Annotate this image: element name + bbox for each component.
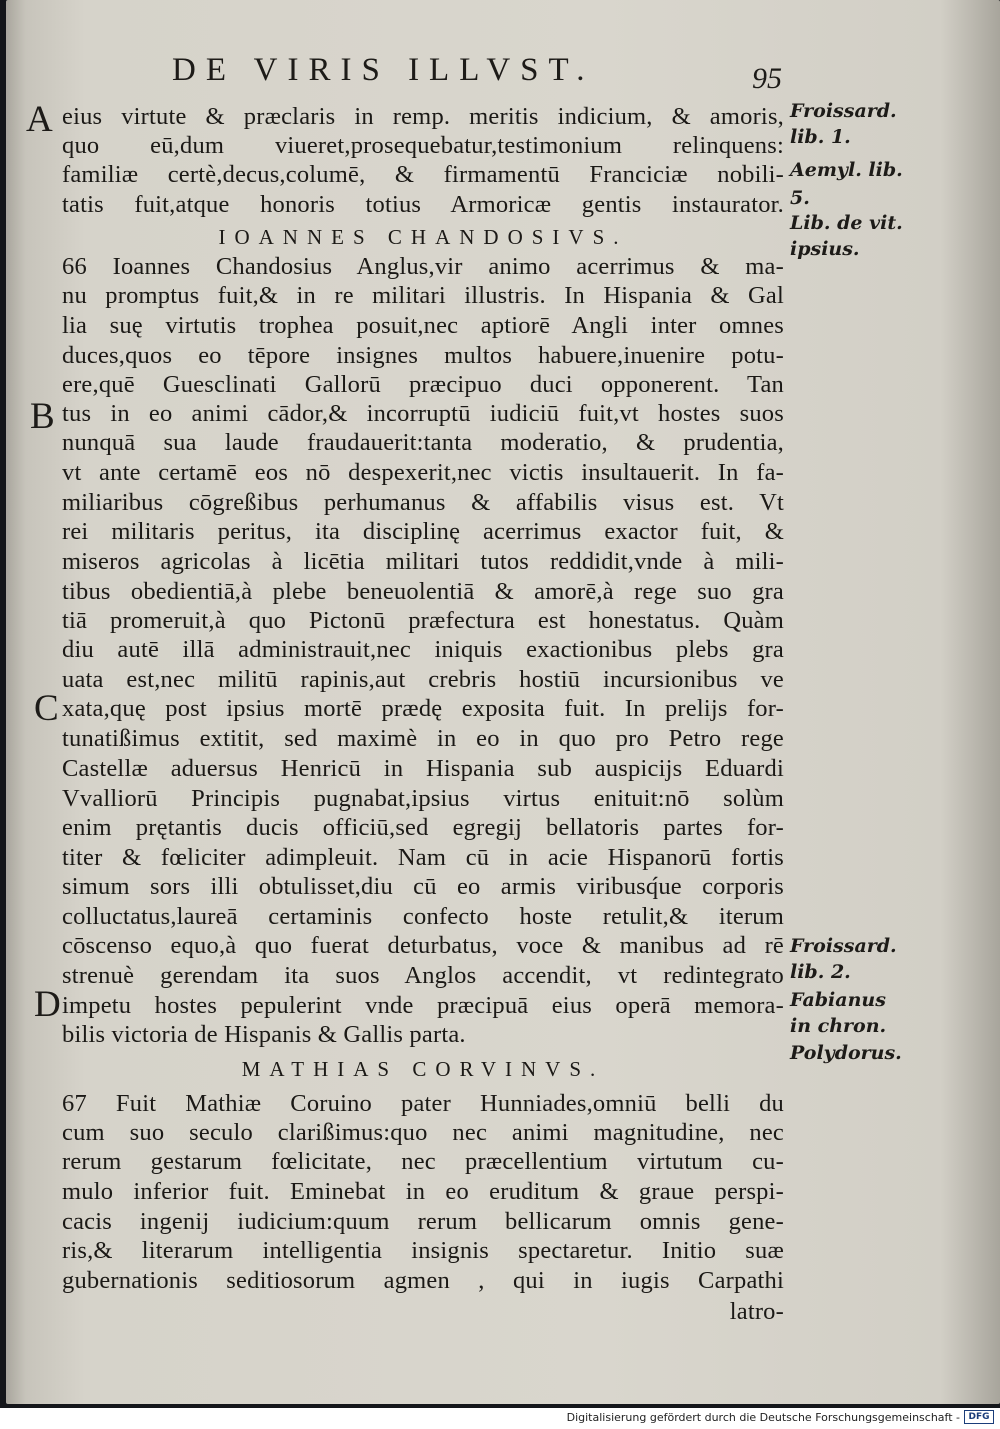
section-heading: MATHIAS CORVINVS.: [241, 1057, 605, 1081]
text-line: cacis ingenij iudicium:quum rerum bellicarum omnis gene-: [62, 1208, 784, 1235]
text-line: rerum gestarum fœlicitate, nec præcellentium virtutum cu-: [62, 1148, 784, 1175]
text-line: nu promptus fuit,& in re militari illustris. In Hispania & Gal: [62, 282, 784, 309]
text-line: nunquā sua laude fraudauerit:tanta moderatio, & prudentia,: [62, 429, 784, 456]
page-number: 95: [752, 62, 782, 95]
margin-note: Polydorus.: [790, 1042, 902, 1064]
section-letter-a: A: [26, 99, 53, 140]
funding-credit: Digitalisierung gefördert durch die Deutsche Forschungsgemeinschaft -: [566, 1411, 960, 1424]
text-line: tatis fuit,atque honoris totius Armoricæ gentis instaurator.: [62, 191, 784, 218]
text-line: eius virtute & præclaris in remp. meritis indicium, & amoris,: [62, 103, 784, 130]
text-line: Castellæ aduersus Henricū in Hispania sub auspicijs Eduardi: [62, 755, 784, 782]
text-line: quo eū,dum viueret,prosequebatur,testimonium relinquens:: [62, 132, 784, 159]
text-line: bilis victoria de Hispanis & Gallis parta.: [62, 1021, 466, 1048]
text-line: miliaribus cōgreßibus perhumanus & affabilis visus est. Vt: [62, 489, 784, 516]
text-line: cum suo seculo clarißimus:quo nec animi magnitudine, nec: [62, 1119, 784, 1146]
text-line: xata,quę post ipsius mortē prædę exposita fuit. In prelijs for-: [62, 695, 784, 722]
text-line: vt ante certamē eos nō despexerit,nec victis insultauerit. In fa-: [62, 459, 784, 486]
text-line: tunatißimus extitit, sed maximè in eo in quo pro Petro rege: [62, 725, 784, 752]
text-line: impetu hostes pepulerint vnde præcipuā eius operā memora-: [62, 992, 784, 1019]
text-line: rei militaris peritus, ita disciplinę acerrimus exactor fuit, &: [62, 518, 784, 545]
dfg-logo: DFG: [964, 1410, 994, 1424]
text-line: simum sors illi obtulisset,diu cū eo armis viribusq́ue corporis: [62, 873, 784, 900]
text-line: ere,quē Guesclinati Gallorū præcipuo duci opponerent. Tan: [62, 371, 784, 398]
text-line: 67 Fuit Mathiæ Coruino pater Hunniades,omniū belli du: [62, 1090, 784, 1117]
text-line: mulo inferior fuit. Eminebat in eo eruditum & graue perspi-: [62, 1178, 784, 1205]
text-line: miseros agricolas à licētia militari tutos reddidit,vnde à mili-: [62, 548, 784, 575]
section-letter-c: C: [34, 688, 59, 729]
text-line: 66 Ioannes Chandosius Anglus,vir animo acerrimus & ma-: [62, 253, 784, 280]
text-line: gubernationis seditiosorum agmen , qui in iugis Carpathi: [62, 1267, 784, 1294]
text-line: ris,& literarum intelligentia insignis spectaretur. Initio suæ: [62, 1237, 784, 1264]
margin-note: 5.: [790, 187, 810, 209]
running-head: DE VIRIS ILLVST.: [172, 52, 595, 88]
text-line: tus in eo animi cādor,& incorruptū iudiciū fuit,vt hostes suos: [62, 400, 784, 427]
section-heading: IOANNES CHANDOSIVS.: [218, 225, 628, 249]
text-line: uata est,nec militū rapinis,aut crebris hostiū incursionibus ve: [62, 666, 784, 693]
section-letter-b: B: [30, 396, 55, 437]
text-line: titer & fœliciter adimpleuit. Nam cū in acie Hispanorū fortis: [62, 844, 784, 871]
text-line: duces,quos eo tēpore insignes multos habuere,inuenire potu-: [62, 342, 784, 369]
margin-note: lib. 2.: [790, 961, 851, 983]
text-line: familiæ certè,decus,columē, & firmamentū Franciciæ nobili-: [62, 161, 784, 188]
margin-note: Fabianus: [790, 989, 886, 1011]
margin-note: Froissard.: [790, 100, 897, 122]
text-line: colluctatus,laureā certaminis confecto hoste retulit,& iterum: [62, 903, 784, 930]
text-line: lia suę virtutis trophea posuit,nec aptiorē Angli inter omnes: [62, 312, 784, 339]
margin-note: lib. 1.: [790, 126, 851, 148]
text-line: diu autē illā administrauit,nec iniquis exactionibus plebs gra: [62, 636, 784, 663]
text-line: tiā promeruit,à quo Pictonū præfectura est honestatus. Quàm: [62, 607, 784, 634]
margin-note: ipsius.: [790, 238, 860, 260]
catchword: latro-: [729, 1298, 784, 1325]
text-line: enim prętantis ducis officiū,sed egregij bellatoris partes for-: [62, 814, 784, 841]
margin-note: Lib. de vit.: [790, 212, 903, 234]
text-line: Vvalliorū Principis pugnabat,ipsius virtus enituit:nō solùm: [62, 785, 784, 812]
text-line: tibus obedientiā,à plebe beneuolentiā & amorē,à rege suo gra: [62, 578, 784, 605]
text-line: cōscenso equo,à quo fuerat deturbatus, voce & manibus ad rē: [62, 932, 784, 959]
margin-note: Froissard.: [790, 935, 897, 957]
text-line: strenuè gerendam ita suos Anglos accendit, vt redintegrato: [62, 962, 784, 989]
margin-note: in chron.: [790, 1015, 887, 1037]
section-letter-d: D: [34, 984, 61, 1025]
margin-note: Aemyl. lib.: [790, 159, 903, 181]
